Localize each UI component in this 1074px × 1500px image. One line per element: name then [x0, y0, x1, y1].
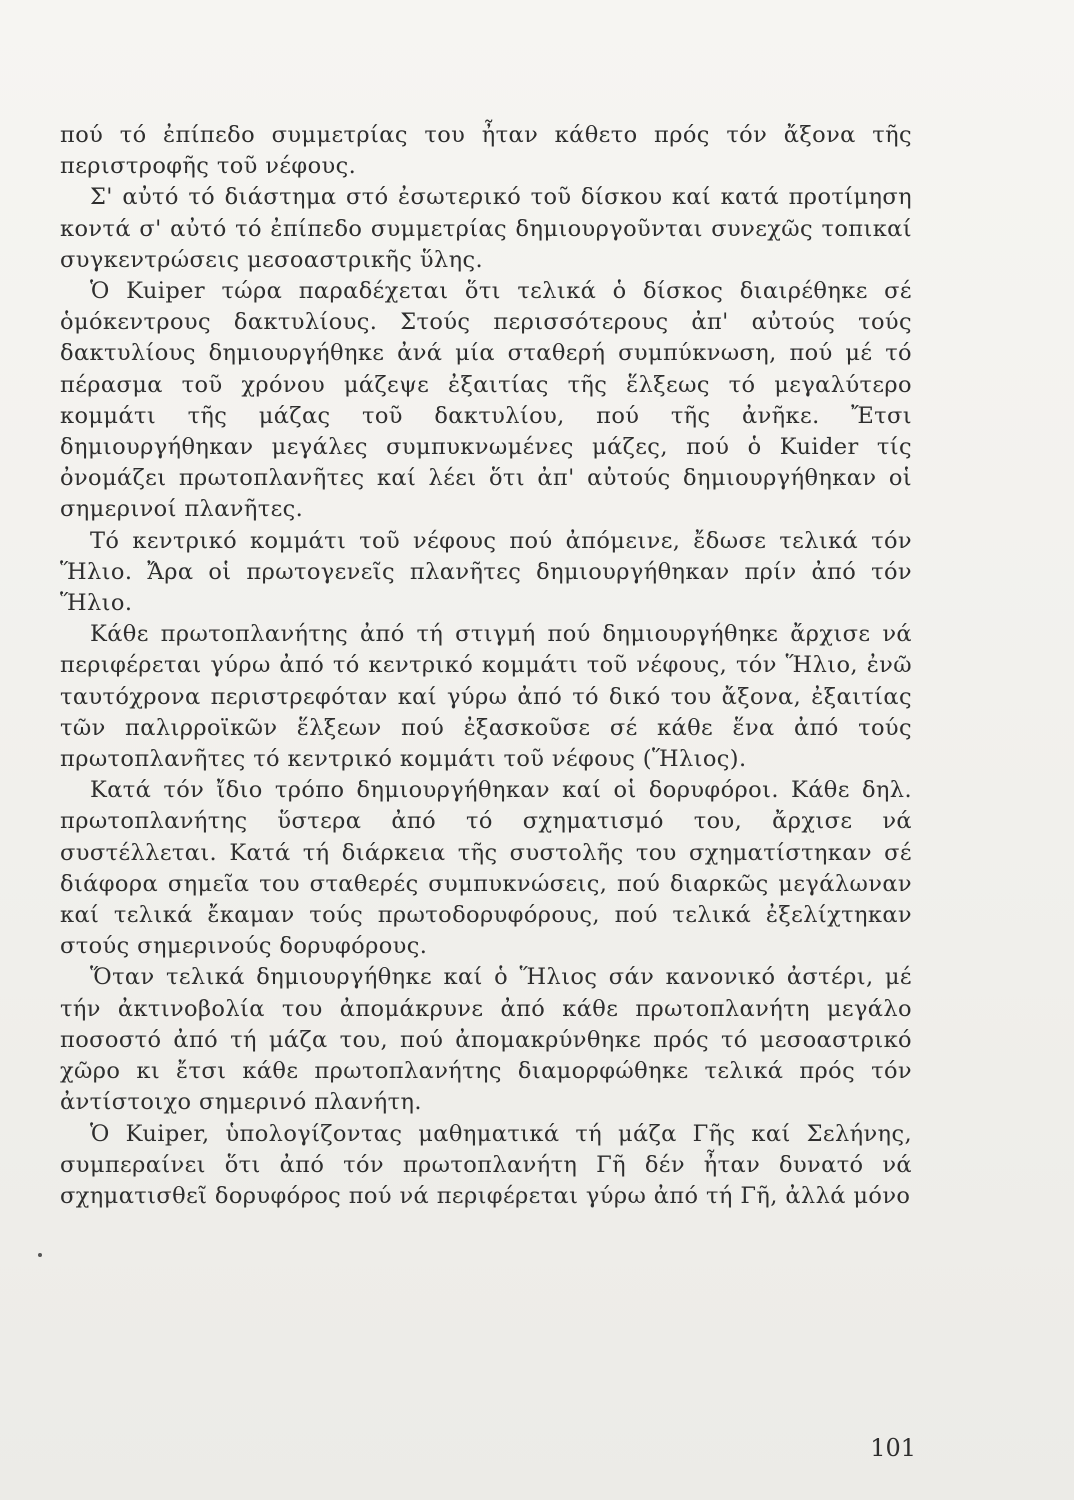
- paragraph-2: Σ' αὐτό τό διάστημα στό ἐσωτερικό τοῦ δίσκου καί κατά προτίμηση κοντά σ' αὐτό τό ἐπίπεδο συμμετρίας δημιουργοῦνται συνεχῶς τοπικαί συγκεντρώσεις μεσοαστρικῆς ὕλης.: [60, 184, 912, 273]
- page-number: 101: [870, 1434, 916, 1462]
- paragraph-7: Ὅταν τελικά δημιουργήθηκε καί ὁ Ἥλιος σάν κανονικό ἀστέρι, μέ τήν ἀκτινοβολία του ἀπομάκρυνε ἀπό κάθε πρωτοπλανήτη μεγάλο ποσοστό ἀπό τή μάζα του, πού ἀπομακρύνθηκε πρός τό μεσοαστρικό χῶρο κι ἔτσι κάθε πρωτοπλανήτης διαμορφώθηκε τελικά πρός τόν ἀντίστοιχο σημερινό πλανήτη.: [60, 964, 912, 1116]
- paragraph-8: Ὁ Kuiper, ὑπολογίζοντας μαθηματικά τή μάζα Γῆς καί Σελήνης, συμπεραίνει ὅτι ἀπό τόν πρωτοπλανήτη Γῆ δέν ἦταν δυνατό νά σχηματισθεῖ δορυφόρος πού νά περιφέρεται γύρω ἀπό τή Γῆ, ἀλλά μόνο: [60, 1120, 912, 1209]
- paragraph-3: Ὁ Kuiper τώρα παραδέχεται ὅτι τελικά ὁ δίσκος διαιρέθηκε σέ ὁμόκεντρους δακτυλίους. Στούς περισσότερους ἀπ' αὐτούς τούς δακτυλίους δημιουργήθηκε ἀνά μία σταθερή συμπύκνωση, πού μέ τό πέρασμα τοῦ χρόνου μάζεψε ἐξαιτίας τῆς ἕλξεως τό μεγαλύτερο κομμάτι τῆς μάζας τοῦ δακτυλίου, πού τῆς ἀνῆκε. Ἔτσι δημιουργήθηκαν μεγάλες συμπυκνωμένες μάζες, πού ὁ Kuider τίς ὀνομάζει πρωτοπλανῆτες καί λέει ὅτι ἀπ' αὐτούς δημιουργήθηκαν οἱ σημερινοί πλανῆτες.: [60, 278, 912, 523]
- paragraph-1: πού τό ἐπίπεδο συμμετρίας του ἦταν κάθετο πρός τόν ἄξονα τῆς περιστροφῆς τοῦ νέφους.: [60, 122, 912, 180]
- paragraph-4: Τό κεντρικό κομμάτι τοῦ νέφους πού ἀπόμεινε, ἔδωσε τελικά τόν Ἥλιο. Ἄρα οἱ πρωτογενεῖς πλανῆτες δημιουργήθηκαν πρίν ἀπό τόν Ἥλιο.: [60, 527, 912, 617]
- margin-mark: [38, 1253, 42, 1257]
- body-text: [60, 120, 912, 1212]
- paragraph-6: Κατά τόν ἴδιο τρόπο δημιουργήθηκαν καί οἱ δορυφόροι. Κάθε δηλ. πρωτοπλανήτης ὕστερα ἀπό τό σχηματισμό του, ἄρχισε νά συστέλλεται. Κατά τή διάρκεια τῆς συστολῆς του σχηματίστηκαν σέ διάφορα σημεῖα του σταθερές συμπυκνώσεις, πού διαρκῶς μεγάλωναν καί τελικά ἔκαμαν τούς πρωτοδορυφόρους, πού τελικά ἐξελίχτηκαν στούς σημερινούς δορυφόρους.: [60, 777, 912, 960]
- paragraph-5: Κάθε πρωτοπλανήτης ἀπό τή στιγμή πού δημιουργήθηκε ἄρχισε νά περιφέρεται γύρω ἀπό τό κεντρικό κομμάτι τοῦ νέφους, τόν Ἥλιο, ἐνῶ ταυτόχρονα περιστρεφόταν καί γύρω ἀπό τό δικό του ἄξονα, ἐξαιτίας τῶν παλιρροϊκῶν ἕλξεων πού ἐξασκοῦσε σέ κάθε ἕνα ἀπό τούς πρωτοπλανῆτες τό κεντρικό κομμάτι τοῦ νέφους (Ἥλιος).: [60, 621, 912, 773]
